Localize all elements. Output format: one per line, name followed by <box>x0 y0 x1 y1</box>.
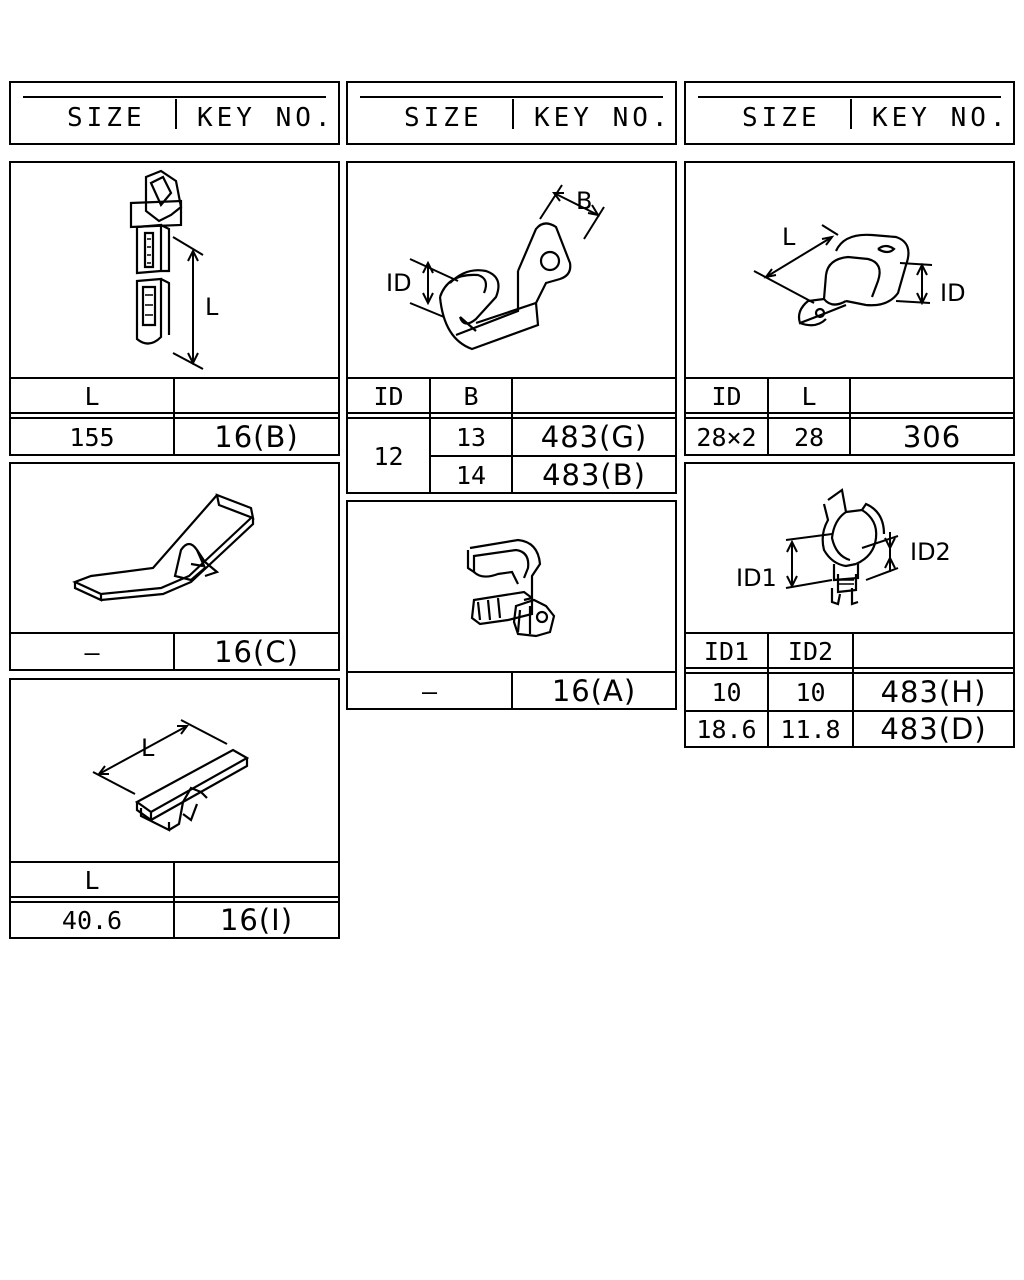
header-divider <box>512 99 514 129</box>
col-header-l: L <box>801 381 817 411</box>
col-header-id: ID <box>373 381 404 411</box>
key-number: 483(G) <box>540 419 648 454</box>
dimension-label-l: L <box>141 734 155 762</box>
key-no-header: KEY NO. <box>872 103 1010 133</box>
header-rule <box>23 96 326 98</box>
dimension-label-b: B <box>576 187 593 215</box>
key-no-header: KEY NO. <box>534 103 672 133</box>
size-value: 155 <box>69 422 115 452</box>
header-rule <box>360 96 663 98</box>
size-value: — <box>84 637 100 667</box>
id1-value: 10 <box>711 677 742 707</box>
key-number: 483(H) <box>880 674 987 709</box>
key-no-header: KEY NO. <box>197 103 335 133</box>
size-header: SIZE <box>404 103 483 133</box>
b-value: 13 <box>455 422 487 452</box>
dimension-label-id1: ID1 <box>736 564 777 592</box>
id2-value: 10 <box>795 677 826 707</box>
dimension-label-l: L <box>782 223 796 251</box>
col-header-id1: ID1 <box>703 636 750 666</box>
dimension-label-l: L <box>205 293 219 321</box>
key-number: 16(A) <box>551 673 637 708</box>
header-divider <box>175 99 177 129</box>
id-value: 28×2 <box>696 422 757 452</box>
id2-value: 11.8 <box>780 715 841 744</box>
key-number: 16(I) <box>219 903 294 937</box>
dimension-label-id: ID <box>386 269 412 297</box>
l-value: 28 <box>793 422 825 452</box>
size-value: 40.6 <box>61 906 123 935</box>
header-col2 <box>346 81 677 145</box>
key-number: 483(B) <box>542 457 646 492</box>
size-header: SIZE <box>67 103 146 133</box>
id-value: 12 <box>373 441 404 471</box>
id1-value: 18.6 <box>696 715 757 744</box>
key-number: 306 <box>902 419 962 454</box>
size-value: — <box>421 676 438 706</box>
dimension-label-id2: ID2 <box>910 538 951 566</box>
col-header-l: L <box>84 381 100 411</box>
header-col1 <box>9 81 340 145</box>
col-header-l: L <box>84 865 100 895</box>
size-header: SIZE <box>742 103 821 133</box>
col-header-id2: ID2 <box>787 636 834 666</box>
header-col3 <box>684 81 1015 145</box>
header-divider <box>850 99 852 129</box>
key-number: 16(C) <box>214 634 299 669</box>
header-rule <box>698 96 1001 98</box>
dimension-label-id: ID <box>940 279 966 307</box>
key-number: 483(D) <box>880 712 987 746</box>
col-header-b: B <box>463 381 479 411</box>
b-value: 14 <box>455 460 487 490</box>
key-number: 16(B) <box>214 419 299 454</box>
col-header-id: ID <box>711 381 742 411</box>
